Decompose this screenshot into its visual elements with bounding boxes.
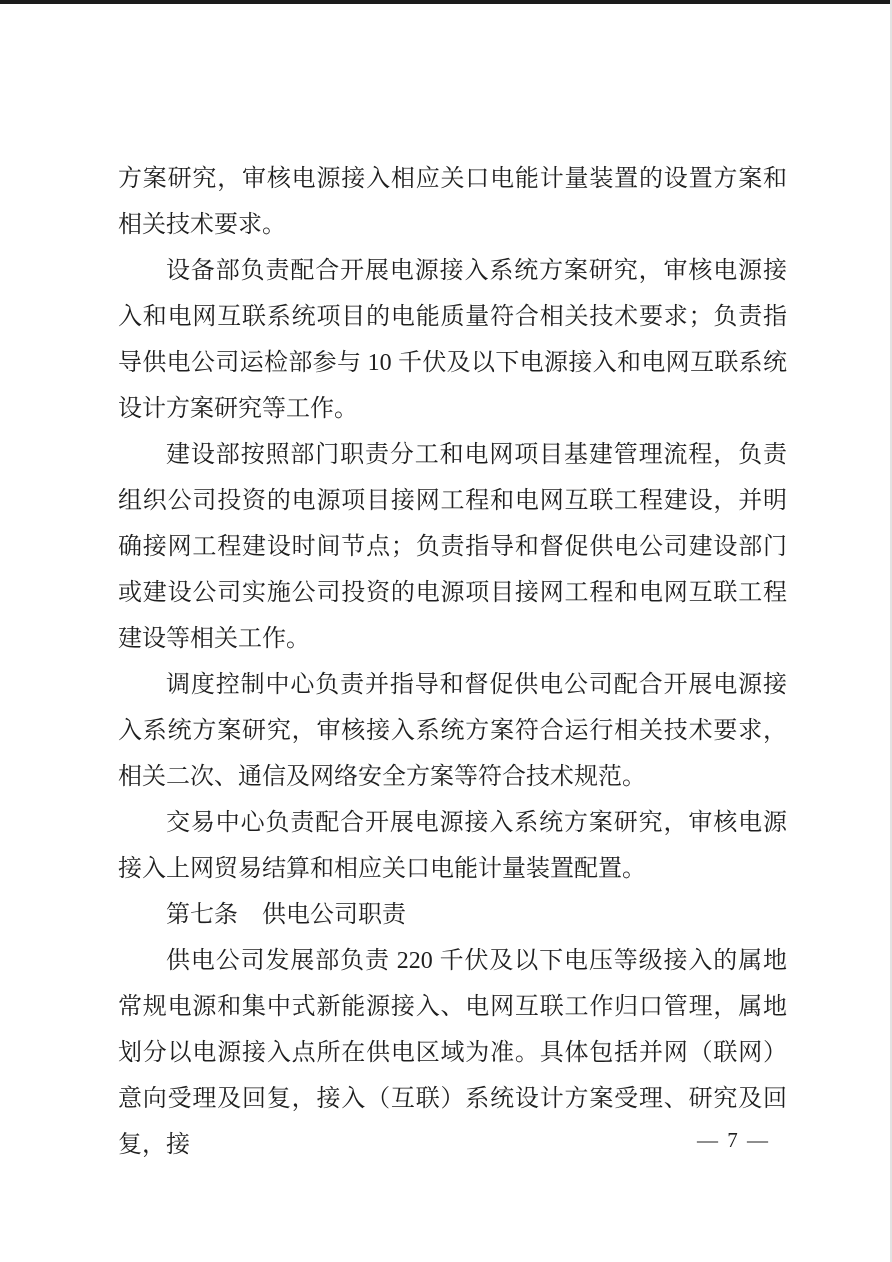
top-edge-border xyxy=(0,0,892,4)
paragraph-power-supply-company: 供电公司发展部负责 220 千伏及以下电压等级接入的属地常规电源和集中式新能源接入、电网互联工作归口管理，属地划分以电源接入点所在供电区域为准。具体包括并网（联网）意向受理及回复，接入（互联）系统设计方案受理、研究及回复，接 xyxy=(118,948,787,1158)
page-number: — 7 — xyxy=(697,1128,770,1152)
paragraph-construction-dept: 建设部按照部门职责分工和电网项目基建管理流程，负责组织公司投资的电源项目接网工程和电网互联工程建设，并明确接网工程建设时间节点；负责指导和督促供电公司建设部门或建设公司实施公司投资的电源项目接网工程和电网互联工程建设等相关工作。 xyxy=(118,442,787,652)
paragraph-equipment-dept: 设备部负责配合开展电源接入系统方案研究，审核电源接入和电网互联系统项目的电能质量符合相关技术要求；负责指导供电公司运检部参与 10 千伏及以下电源接入和电网互联系统设计方案研究等工作。 xyxy=(118,258,787,422)
paragraph-continuation: 方案研究，审核电源接入相应关口电能计量装置的设置方案和相关技术要求。 xyxy=(118,166,787,238)
document-body xyxy=(118,156,787,1168)
article-7-heading: 第七条 供电公司职责 xyxy=(166,902,406,928)
paragraph-trading-center: 交易中心负责配合开展电源接入系统方案研究，审核电源接入上网贸易结算和相应关口电能计量装置配置。 xyxy=(118,810,787,882)
paragraph-dispatch-control-center: 调度控制中心负责并指导和督促供电公司配合开展电源接入系统方案研究，审核接入系统方案符合运行相关技术要求，相关二次、通信及网络安全方案等符合技术规范。 xyxy=(118,672,787,790)
